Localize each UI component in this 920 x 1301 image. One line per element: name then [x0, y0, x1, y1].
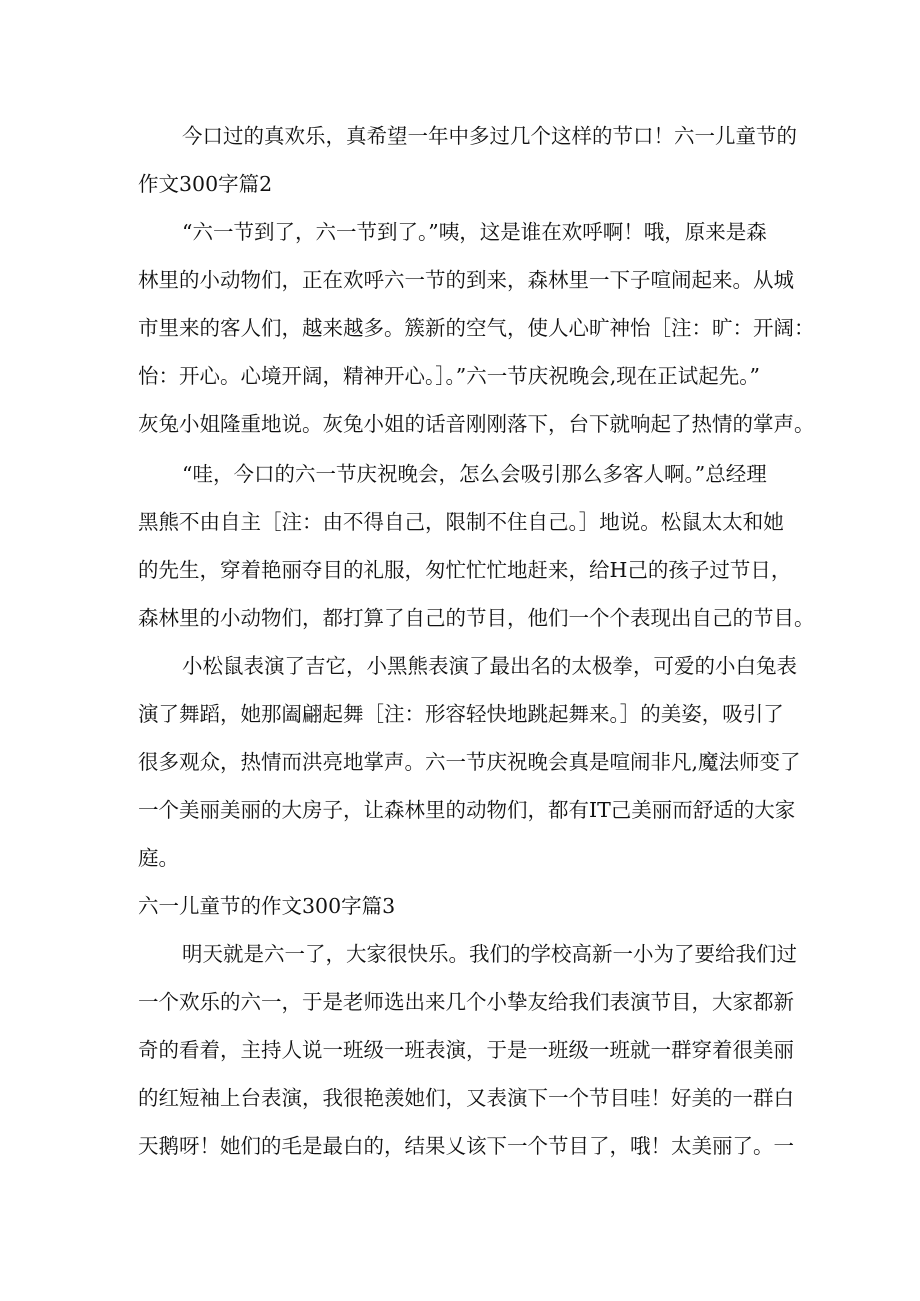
- text-line: 灰兔小姐隆重地说。灰兔小姐的话音刚刚落下，台下就响起了热情的掌声。: [138, 412, 815, 436]
- text-line: 黑熊不由自主［注：由不得自己，限制不住自己。］地说。松鼠太太和她: [138, 510, 784, 534]
- text-line: 作文300字篇2: [138, 172, 273, 196]
- text-line: 一个美丽美丽的大房子，让森林里的动物们，都有IT己美丽而舒适的大家: [138, 798, 796, 822]
- text-line: 明天就是六一了，大家很快乐。我们的学校高新一小为了要给我们过: [182, 942, 797, 966]
- text-line: 很多观众，热情而洪亮地掌声。六一节庆祝晚会真是喧闹非凡,魔法师变了: [138, 750, 801, 774]
- text-line: 小松鼠表演了吉它，小黑熊表演了最出名的太极拳，可爱的小白兔表: [182, 654, 797, 678]
- text-line: 的红短袖上台表演，我很艳羡她们，又表演下一个节目哇！好美的一群白: [138, 1086, 794, 1110]
- text-line: 林里的小动物们，正在欢呼六一节的到来，森林里一下子喧闹起来。从城: [138, 268, 794, 292]
- section-heading: 六一儿童节的作文300字篇3: [138, 894, 396, 918]
- text-line: 天鹅呀！她们的毛是最白的，结果乂该下一个节目了，哦！太美丽了。一: [138, 1134, 794, 1158]
- text-line: 一个欢乐的六一，于是老师选出来几个小挚友给我们表演节目，大家都新: [138, 990, 794, 1014]
- text-line: 森林里的小动物们，都打算了自己的节目，他们一个个表现出自己的节目。: [138, 606, 815, 630]
- text-line: “六一节到了，六一节到了。”咦，这是谁在欢呼啊！哦，原来是森: [182, 220, 767, 244]
- text-line: 市里来的客人们，越来越多。簇新的空气，使人心旷神怡［注：旷：开阔：: [138, 316, 815, 340]
- text-line: 演了舞蹈，她那阖翩起舞［注：形容轻快地跳起舞来。］的美姿，吸引了: [138, 702, 784, 726]
- text-line: 的先生，穿着艳丽夺目的礼服，匆忙忙忙地赶来，给H己的孩子过节日，: [138, 558, 792, 582]
- text-line: “哇，今口的六一节庆祝晚会，怎么会吸引那么多客人啊。”总经理: [182, 462, 767, 486]
- text-line: 奇的看着，主持人说一班级一班表演，于是一班级一班就一群穿着很美丽: [138, 1038, 794, 1062]
- text-line: 怡：开心。心境开阔，精神开心。］。”六一节庆祝晚会,现在正试起先。”: [138, 364, 760, 388]
- text-line: 今口过的真欢乐，真希望一年中多过几个这样的节口！六一儿童节的: [182, 124, 797, 148]
- text-line: 庭。: [138, 846, 179, 870]
